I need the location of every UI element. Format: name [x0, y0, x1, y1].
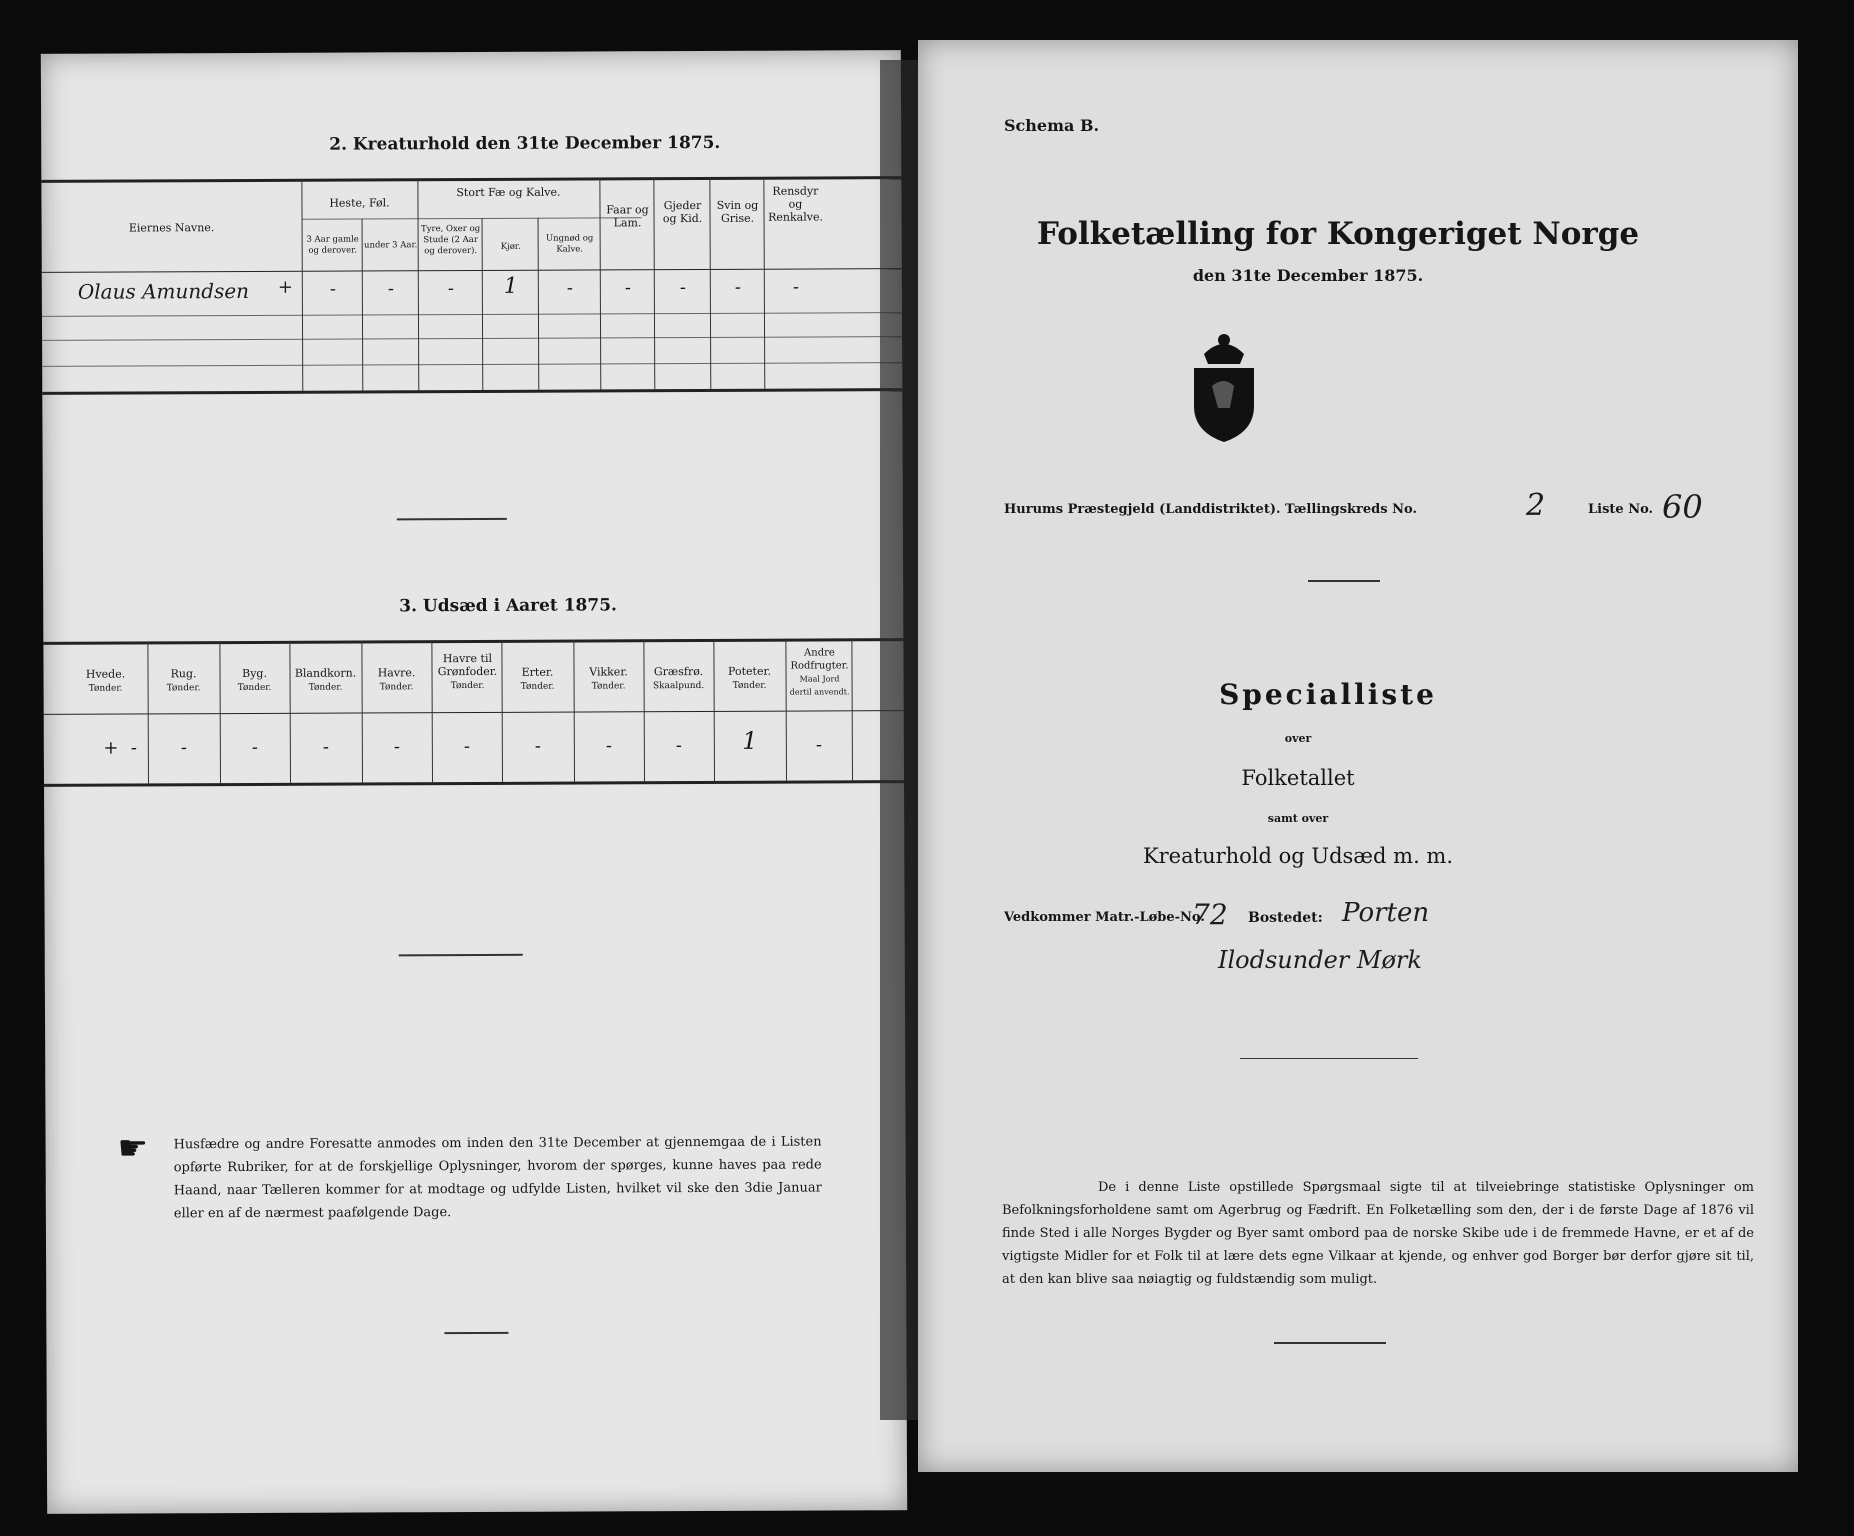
folketallet-heading: Folketallet: [1241, 766, 1355, 790]
section-3-title: 3. Udsæd i Aaret 1875.: [399, 595, 617, 617]
intro-paragraph: De i denne Liste opstillede Spørgsmaal sigte til at tilveiebringe statistiske Oplysninger om Befolkningsforholdene samt om Agerbrug og Fædrift. En Folketælling som den, der i de første Dage af 1876 vil finde Sted i alle Norges Bygder og Byer samt ombord paa de norske Skibe ude i de fremmede Havne, er et af de vigtigste Midler for et Folk til at lære dets egne Vilkaar at kjende, og enhver god Borger bør derfor gjøre sit til, at den kan blive saa nøiagtig og fuldstændig som muligt.: [1002, 1180, 1754, 1287]
owner-names-header: Eiernes Navne.: [128, 221, 215, 235]
divider: [444, 1332, 508, 1334]
liste-label: Liste No.: [1588, 502, 1654, 517]
over-text: over: [1284, 732, 1312, 745]
sowing-value: -: [675, 735, 682, 757]
divider: [1308, 580, 1380, 582]
kreds-number: 2: [1526, 488, 1546, 523]
sowing-value: -: [605, 735, 612, 757]
sowing-value: -: [251, 736, 258, 758]
divider: [1240, 1058, 1418, 1059]
left-page: [41, 50, 907, 1514]
coat-of-arms-icon: [1184, 324, 1264, 444]
col-tyre: Tyre, Oxer og Stude (2 Aar og derover).: [421, 223, 481, 257]
sow-col-graesfro: Græsfrø. Skaalpund.: [652, 664, 705, 692]
main-title: Folketælling for Kongeriget Norge: [1036, 216, 1640, 252]
schema-label: Schema B.: [1004, 116, 1100, 135]
page-gutter: [880, 60, 920, 1420]
kreaturhold-heading: Kreaturhold og Udsæd m. m.: [1142, 844, 1454, 868]
livestock-value: -: [792, 276, 799, 298]
sowing-row-mark: +: [103, 737, 119, 759]
matr-label: Vedkommer Matr.-Løbe-No.: [1004, 910, 1205, 925]
section-2-title: 2. Kreaturhold den 31te December 1875.: [329, 132, 721, 155]
col-ungnod: Ungnød og Kalve.: [545, 233, 594, 255]
col-kjor: Kjør.: [500, 241, 521, 252]
col-heste-under3: under 3 Aar.: [363, 240, 418, 251]
sowing-value: -: [393, 736, 400, 758]
owner-name: Olaus Amundsen: [77, 278, 250, 304]
livestock-value: -: [679, 277, 686, 299]
livestock-value: -: [447, 278, 454, 300]
col-heste-3aar: 3 Aar gamle og derover.: [306, 234, 359, 256]
stort-fae-group-header: Stort Fæ og Kalve.: [456, 185, 561, 200]
owner-mark: +: [277, 276, 293, 298]
livestock-value: -: [624, 277, 631, 299]
col-faar: Faar og Lam.: [606, 203, 649, 230]
sowing-value: -: [130, 737, 137, 759]
sow-col-havre-gronfoder: Havre til Grønfoder. Tønder.: [437, 651, 498, 692]
sowing-value: -: [463, 736, 470, 758]
col-rensdyr: Rensdyr og Renkalve.: [768, 184, 823, 224]
sowing-value: 1: [742, 726, 758, 755]
sow-col-byg: Byg. Tønder.: [237, 666, 272, 694]
sow-col-rug: Rug. Tønder.: [166, 667, 201, 694]
sowing-value: -: [180, 737, 187, 759]
sow-col-hvede: Hvede. Tønder.: [85, 667, 126, 694]
samt-over-text: samt over: [1267, 812, 1329, 825]
sow-col-andre-rodfrugter: Andre Rodfrugter. Maal Jord dertil anvendt.: [789, 647, 850, 697]
divider: [397, 518, 507, 520]
sow-col-havre: Havre. Tønder.: [377, 666, 416, 693]
right-page: [918, 40, 1798, 1472]
livestock-value: -: [734, 276, 741, 298]
livestock-value: -: [566, 277, 573, 299]
district-label: Hurums Præstegjeld (Landdistriktet). Tællingskreds No.: [1004, 502, 1417, 517]
bosted-label: Bostedet:: [1248, 910, 1323, 926]
sowing-value: -: [534, 735, 541, 757]
heste-group-header: Heste, Føl.: [329, 196, 390, 210]
livestock-value: 1: [503, 273, 518, 299]
liste-number: 60: [1662, 488, 1703, 526]
bosted-value: Porten: [1342, 898, 1430, 928]
specialliste-heading: Specialliste: [1219, 678, 1437, 711]
sow-col-vikker: Vikker. Tønder.: [589, 665, 628, 692]
divider: [399, 954, 523, 957]
bosted-value-2: Ilodsunder Mørk: [1218, 946, 1422, 974]
pointing-hand-icon: ☛: [117, 1128, 149, 1169]
sow-col-poteter: Poteter. Tønder.: [727, 664, 772, 691]
livestock-value: -: [387, 278, 394, 300]
col-gjeder: Gjeder og Kid.: [662, 199, 703, 226]
sowing-value: -: [815, 734, 822, 756]
divider: [1274, 1342, 1386, 1344]
sow-col-erter: Erter. Tønder.: [520, 665, 555, 692]
sowing-value: -: [322, 736, 329, 758]
sow-col-blandkorn: Blandkorn. Tønder.: [294, 666, 357, 693]
instruction-note: Husfædre og andre Foresatte anmodes om inden den 31te December at gjennemgaa de i Listen opførte Rubriker, for at de forskjellige Oplysninger, hvorom der spørges, kunne haves paa rede Haand, naar Tælleren kommer for at modtage og udfylde Listen, hvilket vil ske den 3die Januar eller en af de nærmest paafølgende Dage.: [173, 1134, 822, 1222]
livestock-value: -: [329, 278, 336, 300]
col-svin: Svin og Grise.: [716, 198, 759, 225]
matr-number: 72: [1192, 898, 1228, 931]
census-date: den 31te December 1875.: [1192, 266, 1424, 285]
